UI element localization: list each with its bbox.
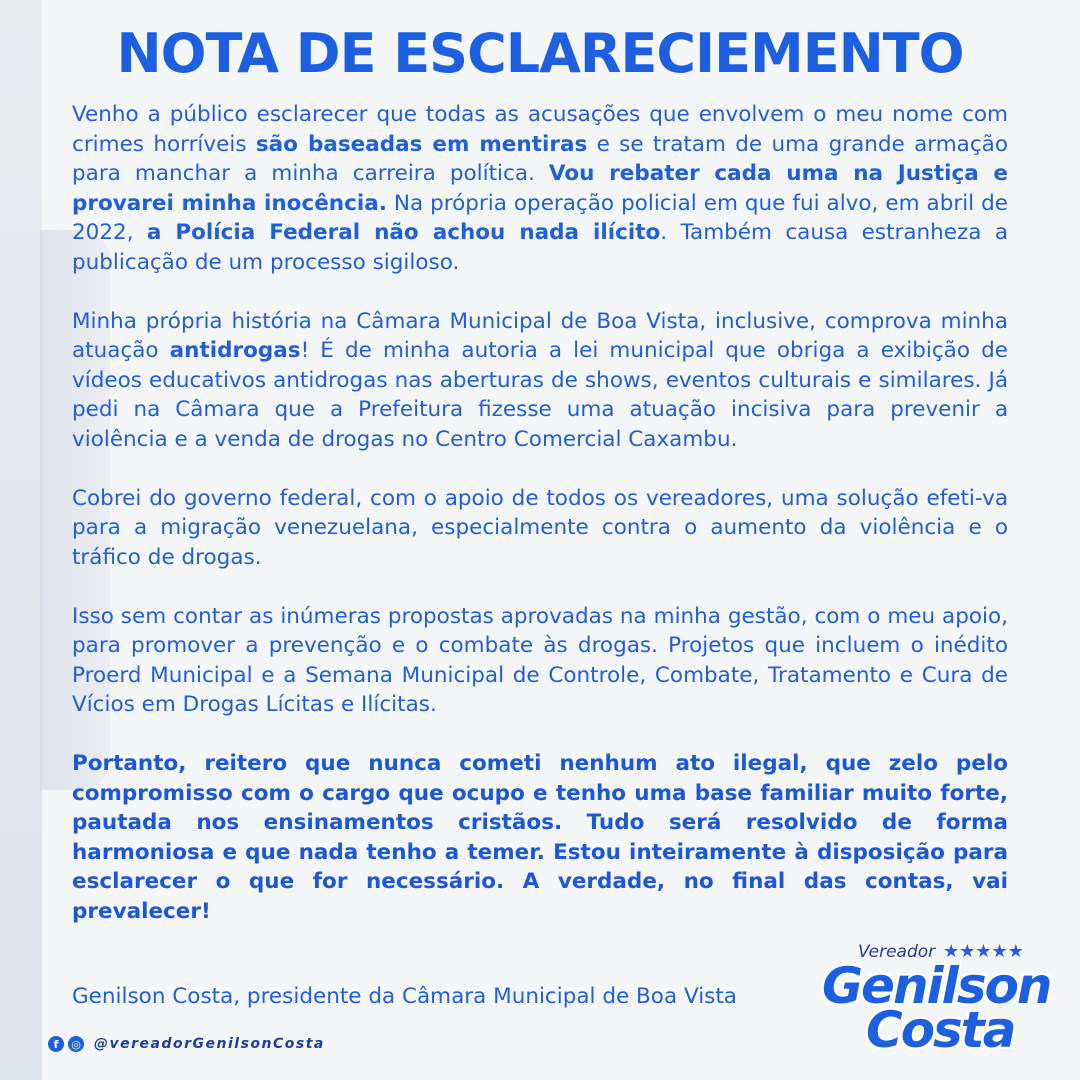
p1-text-3: Na própria operação policial em que fui alvo, em abril de 2022, (72, 190, 1008, 245)
background-strip (0, 0, 42, 1080)
logo-last-name: Costa (866, 1001, 1015, 1059)
statement-body (72, 100, 1008, 956)
page-title: NOTA DE ESCLARECIEMENTO (116, 22, 964, 85)
paragraph-4: Isso sem contar as inúmeras propostas aprovadas na minha gestão, com o meu apoio, para promover a prevenção e o combate às drogas. Projetos que incluem o inédito Proerd Municipal e a Semana Municipal de Controle, Combate, Tratamento e Cura de Vícios em Drogas Lícitas e Ilícitas. (72, 603, 1008, 717)
facebook-icon[interactable]: f (48, 1036, 64, 1052)
p1-text-2: e se tratam de uma grande armação para manchar a minha carreira política. (72, 131, 1008, 186)
signature: Genilson Costa, presidente da Câmara Municipal de Boa Vista (72, 984, 737, 1009)
p2-text-2: ! É de minha autoria a lei municipal que obriga a exibição de vídeos educativos antidrogas nas aberturas de shows, eventos culturais e similares. Já pedi na Câmara que a Prefeitura fizesse uma atuação incisiva para prevenir a violência e a venda de drogas no Centro Comercial Caxambu. (72, 338, 1008, 452)
paragraph-2 (72, 307, 1008, 455)
p1-text-4: . Também causa estranheza a publicação de um processo sigiloso. (72, 220, 1008, 275)
stars-icon: ★★★★★ (943, 941, 1024, 962)
p2-text-1: Minha própria história na Câmara Municipal de Boa Vista, inclusive, comprova minha atuação (72, 308, 1008, 363)
paragraph-5: Portanto, reitero que nunca cometi nenhum ato ilegal, que zelo pelo compromisso com o cargo que ocupo e tenho uma base familiar muito forte, pautada nos ensinamentos cristãos. Tudo será resolvido de forma harmoniosa e que nada tenho a temer. Estou inteiramente à disposição para esclarecer o que for necessário. A verdade, no final das contas, vai prevalecer! (72, 751, 1008, 924)
social-handle[interactable]: @vereadorGenilsonCosta (94, 1036, 325, 1052)
candidate-logo (820, 935, 1050, 1065)
p1-bold-2: Vou rebater cada uma na Justiça e provarei minha inocência. (72, 161, 1009, 216)
p1-bold-1: são baseadas em mentiras (255, 131, 588, 157)
logo-role: Vereador (858, 941, 936, 962)
p1-text-1: Venho a público esclarecer que todas as acusações que envolvem o meu nome com crimes horríveis (72, 102, 1008, 157)
paragraph-3: Cobrei do governo federal, com o apoio de todos os vereadores, uma solução efeti-va para a migração venezuelana, especialmente contra o aumento da violência e o tráfico de drogas. (72, 485, 1008, 570)
instagram-icon[interactable]: ◎ (68, 1036, 84, 1052)
paragraph-1 (72, 100, 1008, 277)
p2-bold-1: antidrogas (169, 338, 301, 363)
social-handle-bar (48, 1036, 325, 1052)
logo-first-name: Genilson (822, 957, 1051, 1015)
p1-bold-3: a Polícia Federal não achou nada ilícito (146, 220, 661, 245)
